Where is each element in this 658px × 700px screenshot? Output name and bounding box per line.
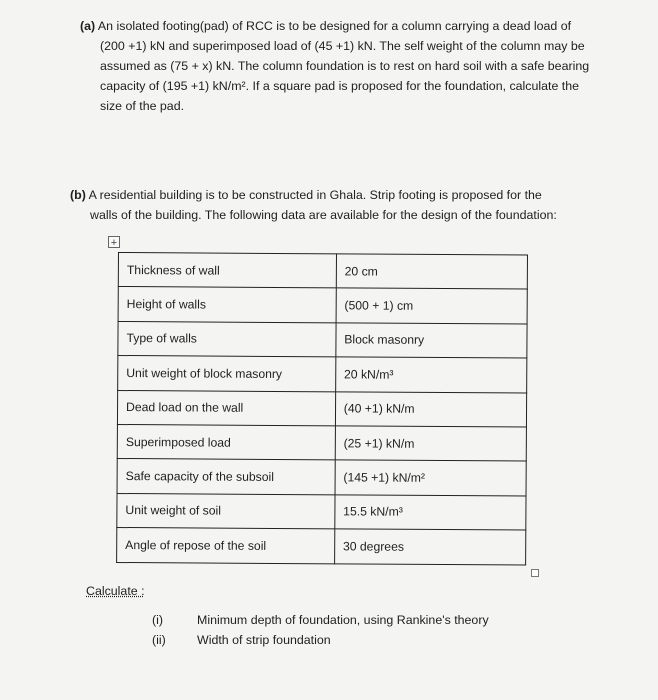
table-cell-label: Dead load on the wall (117, 390, 335, 426)
table-row (117, 493, 526, 530)
table-cell-label: Superimposed load (117, 424, 335, 460)
table-cell-label: Thickness of wall (118, 253, 336, 289)
table-row (118, 356, 527, 393)
table-cell-label: Type of walls (118, 321, 336, 357)
table-cell-label: Unit weight of soil (117, 493, 335, 529)
table-cell-value: 15.5 kN/m³ (335, 495, 526, 531)
table-row (117, 390, 526, 427)
table-cell-value: (25 +1) kN/m (335, 426, 526, 462)
table-resize-handle-icon[interactable] (531, 569, 539, 577)
calculate-title: Calculate : (86, 584, 145, 598)
table-cell-value: 20 kN/m³ (335, 357, 526, 393)
part-a-line-5: size of the pad. (100, 99, 185, 113)
table-cell-value: (40 +1) kN/m (335, 391, 526, 427)
table-row (117, 424, 526, 461)
part-a-line-3: assumed as (75 + x) kN. The column foundation is to rest on hard soil with a safe bearing (100, 59, 590, 73)
calc-item-1-text: Minimum depth of foundation, using Rankine's theory (197, 613, 489, 627)
data-table (116, 252, 528, 572)
part-a-line-2: (200 +1) kN and superimposed load of (45 +1) kN. The self weight of the column may be (100, 39, 585, 53)
table-cell-label: Safe capacity of the subsoil (117, 459, 335, 495)
table-cell-value: 30 degrees (334, 529, 525, 565)
table-cell-label: Unit weight of block masonry (118, 356, 336, 392)
table-cell-value: (500 + 1) cm (336, 288, 527, 324)
table-row (118, 253, 527, 290)
part-b-line-2: walls of the building. The following data are available for the design of the foundation: (90, 208, 557, 222)
table-row (118, 287, 527, 324)
table-cell-value: 20 cm (336, 254, 527, 290)
table-cell-label: Angle of repose of the soil (117, 528, 335, 564)
calc-item-2-text: Width of strip foundation (197, 633, 331, 647)
calc-item-2-number: (ii) (152, 633, 166, 647)
table-row (118, 321, 527, 358)
part-a-line-1: (a) An isolated footing(pad) of RCC is to be designed for a column carrying a dead load of (80, 19, 572, 33)
table-row (117, 459, 526, 496)
calc-item-1-number: (i) (152, 613, 164, 627)
part-b-line-1: (b) A residential building is to be constructed in Ghala. Strip footing is proposed for the (70, 188, 542, 202)
table-move-handle-icon[interactable]: + (108, 236, 120, 248)
table-cell-value: (145 +1) kN/m² (335, 460, 526, 496)
table-cell-value: Block masonry (336, 323, 527, 359)
table-cell-label: Height of walls (118, 287, 336, 323)
question-part-a (80, 16, 620, 116)
question-part-b (70, 185, 625, 225)
table-row (117, 528, 526, 565)
calculate-heading (86, 584, 145, 598)
part-a-line-4: capacity of (195 +1) kN/m². If a square pad is proposed for the foundation, calculate the (100, 79, 580, 93)
